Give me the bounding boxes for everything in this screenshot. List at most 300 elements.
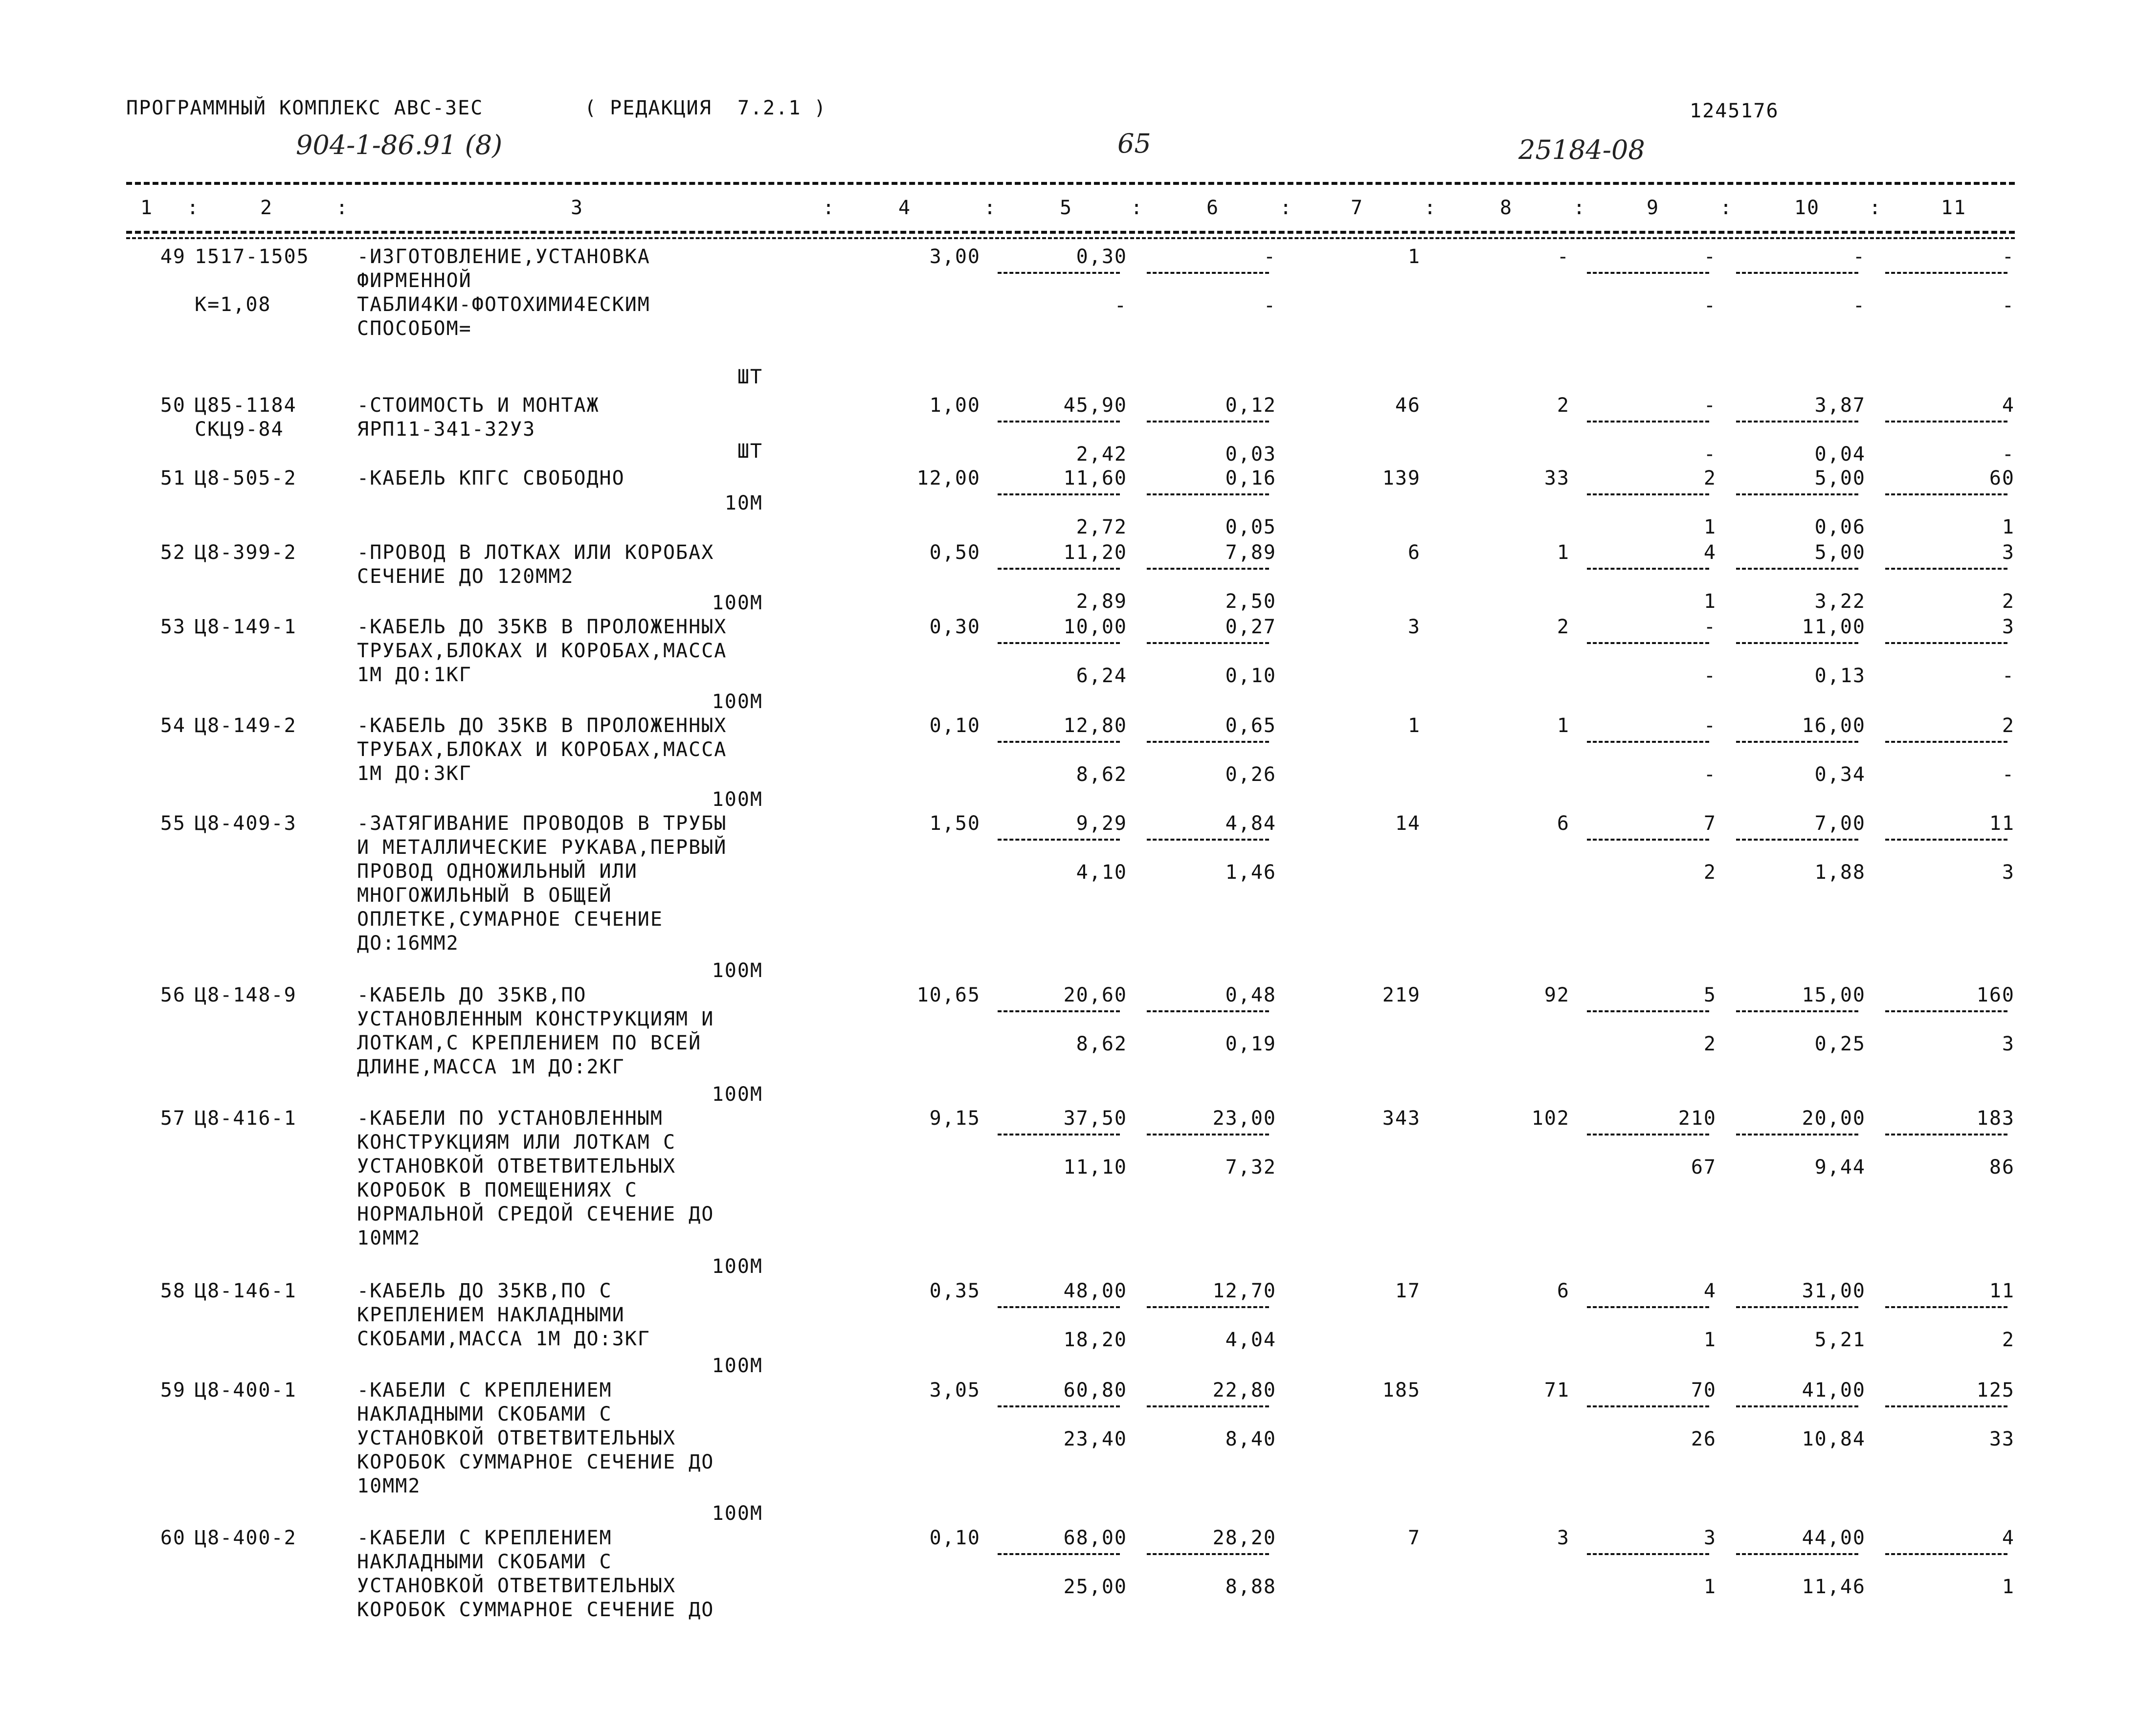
row-c11-top: - — [2002, 245, 2015, 268]
column-header-10: 10 — [1794, 197, 1820, 219]
row-code: 1517-1505 — [195, 245, 310, 268]
handwritten-reference: 25184-08 — [1518, 134, 1645, 165]
row-code: Ц8-148-9 — [195, 984, 297, 1006]
row-c6-top: 23,00 — [1212, 1107, 1276, 1130]
row-col-8: 2 — [1557, 394, 1570, 417]
row-c11-top: 160 — [1976, 984, 2015, 1006]
row-code: Ц85-1184 — [195, 394, 297, 417]
row-number: 57 — [160, 1107, 186, 1130]
row-c9-bottom: - — [1703, 665, 1716, 687]
row-c5-divider — [998, 568, 1120, 570]
row-number: 59 — [160, 1379, 186, 1402]
row-c11-bottom: 2 — [2002, 590, 2015, 613]
row-c11-bottom: 2 — [2002, 1329, 2015, 1351]
row-description-line: УСТАНОВЛЕННЫМ КОНСТРУКЦИЯМ И — [357, 1008, 714, 1030]
row-c10-divider — [1736, 493, 1858, 495]
row-col-7: 14 — [1395, 812, 1421, 835]
column-header-8: 8 — [1499, 197, 1513, 219]
row-description-line: КРЕПЛЕНИЕМ НАКЛАДНЫМИ — [357, 1304, 625, 1326]
page-number: 65 — [1117, 128, 1151, 159]
row-col-8: - — [1557, 245, 1570, 268]
row-c6-divider — [1147, 493, 1269, 495]
row-c9-bottom: 26 — [1691, 1428, 1716, 1450]
row-unit: 100М — [712, 788, 763, 811]
row-description-line: ОПЛЕТКЕ,СУМАРНОЕ СЕЧЕНИЕ — [357, 908, 663, 931]
row-c9-bottom: 1 — [1703, 1329, 1716, 1351]
row-col-7: 219 — [1382, 984, 1421, 1006]
row-c6-top: 0,65 — [1225, 714, 1276, 737]
row-c11-top: 11 — [1989, 1280, 2015, 1302]
row-c5-top: 11,20 — [1063, 541, 1127, 564]
row-c10-bottom: 0,25 — [1814, 1033, 1866, 1055]
row-c6-bottom: 1,46 — [1225, 861, 1276, 884]
row-description-line: УСТАНОВКОЙ ОТВЕТВИТЕЛЬНЫХ — [357, 1427, 676, 1449]
row-c5-top: 68,00 — [1063, 1527, 1127, 1549]
row-description-line: ДО:16ММ2 — [357, 932, 459, 955]
document-number: 1245176 — [1690, 100, 1779, 122]
row-quantity: 10,65 — [916, 984, 981, 1006]
column-separator: : — [186, 197, 200, 219]
row-c11-bottom: - — [2002, 665, 2015, 687]
row-description-line: -КАБЕЛИ С КРЕПЛЕНИЕМ — [357, 1379, 612, 1402]
row-col-7: 17 — [1395, 1280, 1421, 1302]
row-c11-bottom: - — [2002, 763, 2015, 786]
row-description-line: НАКЛАДНЫМИ СКОБАМИ С — [357, 1403, 612, 1425]
row-col-8: 33 — [1544, 467, 1570, 490]
row-description-line: ДЛИНЕ,МАССА 1М ДО:2КГ — [357, 1056, 625, 1078]
row-c10-top: 41,00 — [1802, 1379, 1866, 1402]
row-c6-divider — [1147, 1134, 1269, 1135]
row-description-line: НОРМАЛЬНОЙ СРЕДОЙ СЕЧЕНИЕ ДО — [357, 1203, 714, 1225]
row-c10-top: 16,00 — [1802, 714, 1866, 737]
row-code: Ц8-400-1 — [195, 1379, 297, 1402]
row-c10-divider — [1736, 741, 1858, 743]
row-code: Ц8-416-1 — [195, 1107, 297, 1130]
row-c6-divider — [1147, 741, 1269, 743]
row-unit: 100М — [712, 1355, 763, 1377]
row-c9-divider — [1587, 1306, 1709, 1308]
row-c6-top: 22,80 — [1212, 1379, 1276, 1402]
row-c10-top: 3,87 — [1814, 394, 1866, 417]
row-c5-top: 11,60 — [1063, 467, 1127, 490]
row-c5-bottom: 2,89 — [1076, 590, 1127, 613]
row-description-line: КОРОБОК СУММАРНОЕ СЕЧЕНИЕ ДО — [357, 1451, 714, 1473]
row-c9-divider — [1587, 839, 1709, 841]
row-c6-bottom: - — [1263, 294, 1276, 317]
row-description-line: ТАБЛИ4КИ-ФОТОХИМИ4ЕСКИМ — [357, 293, 650, 316]
row-c9-top: 3 — [1703, 1527, 1716, 1549]
column-header-11: 11 — [1940, 197, 1967, 219]
row-description-line: -ЗАТЯГИВАНИЕ ПРОВОДОВ В ТРУБЫ — [357, 812, 727, 835]
row-unit: 100М — [712, 1502, 763, 1525]
row-c10-divider — [1736, 642, 1858, 644]
row-c10-bottom: 10,84 — [1802, 1428, 1866, 1450]
row-description-line: 1М ДО:1КГ — [357, 664, 472, 686]
row-c9-divider — [1587, 1405, 1709, 1407]
column-separator: : — [1719, 197, 1733, 219]
row-c11-divider — [1885, 1010, 2007, 1012]
column-header-7: 7 — [1350, 197, 1364, 219]
row-c9-divider — [1587, 493, 1709, 495]
row-c10-divider — [1736, 568, 1858, 570]
row-c11-divider — [1885, 1306, 2007, 1308]
row-quantity: 12,00 — [916, 467, 981, 490]
row-c5-top: 45,90 — [1063, 394, 1127, 417]
row-col-8: 6 — [1557, 1280, 1570, 1302]
row-c6-divider — [1147, 1306, 1269, 1308]
row-unit: ШТ — [737, 440, 763, 463]
row-col-8: 92 — [1544, 984, 1570, 1006]
row-c5-divider — [998, 741, 1120, 743]
row-c5-bottom: 4,10 — [1076, 861, 1127, 884]
row-number: 54 — [160, 714, 186, 737]
edition-label: ( РЕДАКЦИЯ 7.2.1 ) — [584, 97, 827, 119]
row-c6-bottom: 0,26 — [1225, 763, 1276, 786]
row-description-line: МНОГОЖИЛЬНЫЙ В ОБЩЕЙ — [357, 884, 612, 907]
row-description-line: -КАБЕЛЬ ДО 35КВ,ПО С — [357, 1280, 612, 1302]
row-c11-divider — [1885, 642, 2007, 644]
row-c10-top: 31,00 — [1802, 1280, 1866, 1302]
row-c5-divider — [998, 1405, 1120, 1407]
row-col-7: 139 — [1382, 467, 1421, 490]
row-c11-bottom: 1 — [2002, 1576, 2015, 1598]
row-c6-divider — [1147, 1405, 1269, 1407]
row-c5-bottom: 11,10 — [1063, 1156, 1127, 1179]
row-quantity: 1,00 — [929, 394, 981, 417]
row-c5-top: 37,50 — [1063, 1107, 1127, 1130]
row-description-line: СПОСОБОМ= — [357, 317, 472, 340]
row-c11-divider — [1885, 421, 2007, 423]
row-c9-divider — [1587, 272, 1709, 274]
row-c5-bottom: - — [1114, 294, 1127, 317]
row-c11-divider — [1885, 568, 2007, 570]
row-c6-divider — [1147, 1553, 1269, 1555]
row-c6-bottom: 0,10 — [1225, 665, 1276, 687]
row-c11-divider — [1885, 272, 2007, 274]
row-c10-bottom: 5,21 — [1814, 1329, 1866, 1351]
row-unit: 100М — [712, 1083, 763, 1106]
row-c11-divider — [1885, 493, 2007, 495]
row-c6-divider — [1147, 642, 1269, 644]
table-top-rule — [126, 182, 2015, 185]
row-code: Ц8-146-1 — [195, 1280, 297, 1302]
row-c9-bottom: - — [1703, 294, 1716, 317]
row-c10-top: 20,00 — [1802, 1107, 1866, 1130]
row-c10-divider — [1736, 1306, 1858, 1308]
column-separator: : — [1869, 197, 1882, 219]
row-c5-divider — [998, 839, 1120, 841]
row-c11-top: 4 — [2002, 1527, 2015, 1549]
row-description-line: -КАБЕЛИ ПО УСТАНОВЛЕННЫМ — [357, 1107, 663, 1130]
row-col-8: 71 — [1544, 1379, 1570, 1402]
row-c11-bottom: 86 — [1989, 1156, 2015, 1179]
row-c6-bottom: 8,40 — [1225, 1428, 1276, 1450]
row-col-7: 343 — [1382, 1107, 1421, 1130]
row-description-line: И МЕТАЛЛИЧЕСКИЕ РУКАВА,ПЕРВЫЙ — [357, 836, 727, 859]
row-c5-bottom: 6,24 — [1076, 665, 1127, 687]
row-c9-divider — [1587, 568, 1709, 570]
table-header-rule — [126, 231, 2015, 234]
row-c9-top: 70 — [1691, 1379, 1716, 1402]
row-number: 60 — [160, 1527, 186, 1549]
row-c6-top: 0,48 — [1225, 984, 1276, 1006]
row-c6-bottom: 0,05 — [1225, 516, 1276, 538]
row-c11-top: 183 — [1976, 1107, 2015, 1130]
row-description-line: 10ММ2 — [357, 1227, 421, 1249]
row-description-line: -КАБЕЛЬ КПГС СВОБОДНО — [357, 467, 625, 490]
row-description-line: УСТАНОВКОЙ ОТВЕТВИТЕЛЬНЫХ — [357, 1155, 676, 1178]
row-c10-top: 5,00 — [1814, 467, 1866, 490]
row-c10-bottom: - — [1852, 294, 1866, 317]
row-c9-bottom: 67 — [1691, 1156, 1716, 1179]
column-separator: : — [1573, 197, 1586, 219]
row-quantity: 0,50 — [929, 541, 981, 564]
row-c10-bottom: 0,34 — [1814, 763, 1866, 786]
row-c5-divider — [998, 1010, 1120, 1012]
row-code: Ц8-409-3 — [195, 812, 297, 835]
row-c6-divider — [1147, 568, 1269, 570]
row-col-7: 46 — [1395, 394, 1421, 417]
row-c5-bottom: 2,72 — [1076, 516, 1127, 538]
row-c5-divider — [998, 272, 1120, 274]
row-c5-top: 10,00 — [1063, 616, 1127, 638]
row-c5-top: 0,30 — [1076, 245, 1127, 268]
row-c10-divider — [1736, 1553, 1858, 1555]
row-description-line: СКОБАМИ,МАССА 1М ДО:3КГ — [357, 1328, 650, 1350]
row-c9-top: - — [1703, 714, 1716, 737]
row-c9-top: 5 — [1703, 984, 1716, 1006]
row-description-line: ЯРП11-341-32У3 — [357, 418, 536, 441]
row-number: 53 — [160, 616, 186, 638]
row-c10-divider — [1736, 272, 1858, 274]
row-description-line: -КАБЕЛЬ ДО 35КВ,ПО — [357, 984, 587, 1006]
row-c11-top: 4 — [2002, 394, 2015, 417]
row-c10-top: - — [1852, 245, 1866, 268]
row-c6-divider — [1147, 1010, 1269, 1012]
row-col-8: 2 — [1557, 616, 1570, 638]
row-c5-top: 9,29 — [1076, 812, 1127, 835]
row-c5-bottom: 18,20 — [1063, 1329, 1127, 1351]
row-code: Ц8-505-2 — [195, 467, 297, 490]
row-description-line: 1М ДО:3КГ — [357, 762, 472, 785]
row-c6-top: 7,89 — [1225, 541, 1276, 564]
column-header-1: 1 — [140, 197, 154, 219]
row-c9-bottom: 2 — [1703, 1033, 1716, 1055]
row-c11-bottom: - — [2002, 443, 2015, 466]
row-col-8: 3 — [1557, 1527, 1570, 1549]
row-c9-bottom: 1 — [1703, 516, 1716, 538]
row-c6-top: 0,12 — [1225, 394, 1276, 417]
row-c5-divider — [998, 642, 1120, 644]
row-col-7: 7 — [1407, 1527, 1421, 1549]
row-description-line: -КАБЕЛЬ ДО 35КВ В ПРОЛОЖЕННЫХ — [357, 714, 727, 737]
row-col-7: 185 — [1382, 1379, 1421, 1402]
row-c6-bottom: 0,03 — [1225, 443, 1276, 466]
row-c9-bottom: 1 — [1703, 1576, 1716, 1598]
row-description-line: КОНСТРУКЦИЯМ ИЛИ ЛОТКАМ С — [357, 1131, 676, 1154]
row-description-line: 10ММ2 — [357, 1475, 421, 1497]
row-c6-top: 0,27 — [1225, 616, 1276, 638]
row-c10-bottom: 0,04 — [1814, 443, 1866, 466]
row-col-8: 6 — [1557, 812, 1570, 835]
row-c5-divider — [998, 493, 1120, 495]
row-c10-bottom: 0,13 — [1814, 665, 1866, 687]
row-number: 55 — [160, 812, 186, 835]
row-quantity: 0,10 — [929, 714, 981, 737]
row-c5-bottom: 8,62 — [1076, 1033, 1127, 1055]
row-code: Ц8-149-1 — [195, 616, 297, 638]
row-number: 50 — [160, 394, 186, 417]
row-c10-divider — [1736, 1405, 1858, 1407]
row-quantity: 0,30 — [929, 616, 981, 638]
handwritten-project-code: 904-1-86.91 (8) — [296, 130, 503, 160]
row-c11-bottom: 33 — [1989, 1428, 2015, 1450]
row-c9-divider — [1587, 741, 1709, 743]
row-col-8: 1 — [1557, 714, 1570, 737]
row-c11-top: 3 — [2002, 541, 2015, 564]
row-description-line: -КАБЕЛЬ ДО 35КВ В ПРОЛОЖЕННЫХ — [357, 616, 727, 638]
row-number: 56 — [160, 984, 186, 1006]
row-c9-top: 4 — [1703, 541, 1716, 564]
row-c10-top: 15,00 — [1802, 984, 1866, 1006]
row-c5-top: 20,60 — [1063, 984, 1127, 1006]
row-c10-divider — [1736, 839, 1858, 841]
row-c5-bottom: 8,62 — [1076, 763, 1127, 786]
row-description-line: -СТОИМОСТЬ И МОНТАЖ — [357, 394, 600, 417]
row-c5-divider — [998, 1134, 1120, 1135]
row-c9-divider — [1587, 1134, 1709, 1135]
row-c10-top: 7,00 — [1814, 812, 1866, 835]
row-c9-top: - — [1703, 394, 1716, 417]
row-c11-top: 60 — [1989, 467, 2015, 490]
row-c5-divider — [998, 1306, 1120, 1308]
table-header-rule-2 — [126, 237, 2015, 239]
column-separator: : — [1130, 197, 1144, 219]
row-c9-top: 7 — [1703, 812, 1716, 835]
row-description-line: ФИРМЕННОЙ — [357, 269, 472, 292]
row-c10-divider — [1736, 421, 1858, 423]
row-c6-divider — [1147, 839, 1269, 841]
row-c9-top: - — [1703, 616, 1716, 638]
row-c6-divider — [1147, 272, 1269, 274]
row-code: Ц8-399-2 — [195, 541, 297, 564]
row-c10-bottom: 0,06 — [1814, 516, 1866, 538]
column-separator: : — [1279, 197, 1293, 219]
row-c5-bottom: 2,42 — [1076, 443, 1127, 466]
row-code: Ц8-400-2 — [195, 1527, 297, 1549]
row-c5-divider — [998, 421, 1120, 423]
row-c9-bottom: - — [1703, 763, 1716, 786]
row-c11-bottom: 3 — [2002, 1033, 2015, 1055]
row-c9-divider — [1587, 642, 1709, 644]
column-header-3: 3 — [570, 197, 584, 219]
row-unit: 100М — [712, 690, 763, 713]
row-c9-top: 210 — [1678, 1107, 1716, 1130]
row-c10-bottom: 3,22 — [1814, 590, 1866, 613]
row-quantity: 0,10 — [929, 1527, 981, 1549]
row-col-7: 1 — [1407, 245, 1421, 268]
row-quantity: 3,05 — [929, 1379, 981, 1402]
column-header-4: 4 — [898, 197, 912, 219]
row-c6-bottom: 4,04 — [1225, 1329, 1276, 1351]
column-separator: : — [983, 197, 997, 219]
row-description-line: ПРОВОД ОДНОЖИЛЬНЫЙ ИЛИ — [357, 860, 638, 883]
column-separator: : — [1424, 197, 1437, 219]
row-c9-bottom: 1 — [1703, 590, 1716, 613]
row-col-7: 1 — [1407, 714, 1421, 737]
row-c9-top: 2 — [1703, 467, 1716, 490]
row-description-line: СЕЧЕНИЕ ДО 120ММ2 — [357, 565, 574, 588]
row-unit: 100М — [712, 1255, 763, 1278]
row-c10-divider — [1736, 1010, 1858, 1012]
row-c9-divider — [1587, 1553, 1709, 1555]
row-quantity: 3,00 — [929, 245, 981, 268]
row-c11-divider — [1885, 1405, 2007, 1407]
row-c10-top: 11,00 — [1802, 616, 1866, 638]
row-c10-bottom: 1,88 — [1814, 861, 1866, 884]
row-col-7: 6 — [1407, 541, 1421, 564]
row-unit: 100М — [712, 959, 763, 982]
row-description-line: НАКЛАДНЫМИ СКОБАМИ С — [357, 1551, 612, 1573]
row-c5-top: 12,80 — [1063, 714, 1127, 737]
row-c11-bottom: 3 — [2002, 861, 2015, 884]
row-description-line: УСТАНОВКОЙ ОТВЕТВИТЕЛЬНЫХ — [357, 1575, 676, 1597]
row-c11-top: 2 — [2002, 714, 2015, 737]
row-description-line: -КАБЕЛИ С КРЕПЛЕНИЕМ — [357, 1527, 612, 1549]
row-col-8: 102 — [1531, 1107, 1570, 1130]
row-c10-top: 5,00 — [1814, 541, 1866, 564]
row-c6-top: 28,20 — [1212, 1527, 1276, 1549]
row-c9-top: - — [1703, 245, 1716, 268]
row-c6-bottom: 8,88 — [1225, 1576, 1276, 1598]
row-quantity: 1,50 — [929, 812, 981, 835]
row-c10-bottom: 11,46 — [1802, 1576, 1866, 1598]
row-description-line: КОРОБОК СУММАРНОЕ СЕЧЕНИЕ ДО — [357, 1599, 714, 1621]
row-code-secondary: К=1,08 — [195, 293, 271, 316]
row-c9-divider — [1587, 1010, 1709, 1012]
row-c6-top: - — [1263, 245, 1276, 268]
row-quantity: 0,35 — [929, 1280, 981, 1302]
row-quantity: 9,15 — [929, 1107, 981, 1130]
row-c5-top: 60,80 — [1063, 1379, 1127, 1402]
row-c11-divider — [1885, 741, 2007, 743]
row-c11-divider — [1885, 1134, 2007, 1135]
row-number: 49 — [160, 245, 186, 268]
row-c6-top: 12,70 — [1212, 1280, 1276, 1302]
row-c5-bottom: 23,40 — [1063, 1428, 1127, 1450]
column-header-5: 5 — [1059, 197, 1073, 219]
row-c5-divider — [998, 1553, 1120, 1555]
row-description-line: КОРОБОК В ПОМЕЩЕНИЯХ С — [357, 1179, 638, 1202]
row-code-secondary: СКЦ9-84 — [195, 418, 284, 441]
row-c5-top: 48,00 — [1063, 1280, 1127, 1302]
row-number: 58 — [160, 1280, 186, 1302]
row-c6-bottom: 2,50 — [1225, 590, 1276, 613]
row-c9-bottom: - — [1703, 443, 1716, 466]
row-c9-bottom: 2 — [1703, 861, 1716, 884]
column-header-6: 6 — [1206, 197, 1220, 219]
row-c11-top: 11 — [1989, 812, 2015, 835]
row-c10-divider — [1736, 1134, 1858, 1135]
row-code: Ц8-149-2 — [195, 714, 297, 737]
row-c6-top: 0,16 — [1225, 467, 1276, 490]
row-c11-top: 3 — [2002, 616, 2015, 638]
row-c11-top: 125 — [1976, 1379, 2015, 1402]
row-c10-top: 44,00 — [1802, 1527, 1866, 1549]
row-description-line: ТРУБАХ,БЛОКАХ И КОРОБАХ,МАССА — [357, 640, 727, 662]
column-separator: : — [335, 197, 349, 219]
row-c6-bottom: 0,19 — [1225, 1033, 1276, 1055]
